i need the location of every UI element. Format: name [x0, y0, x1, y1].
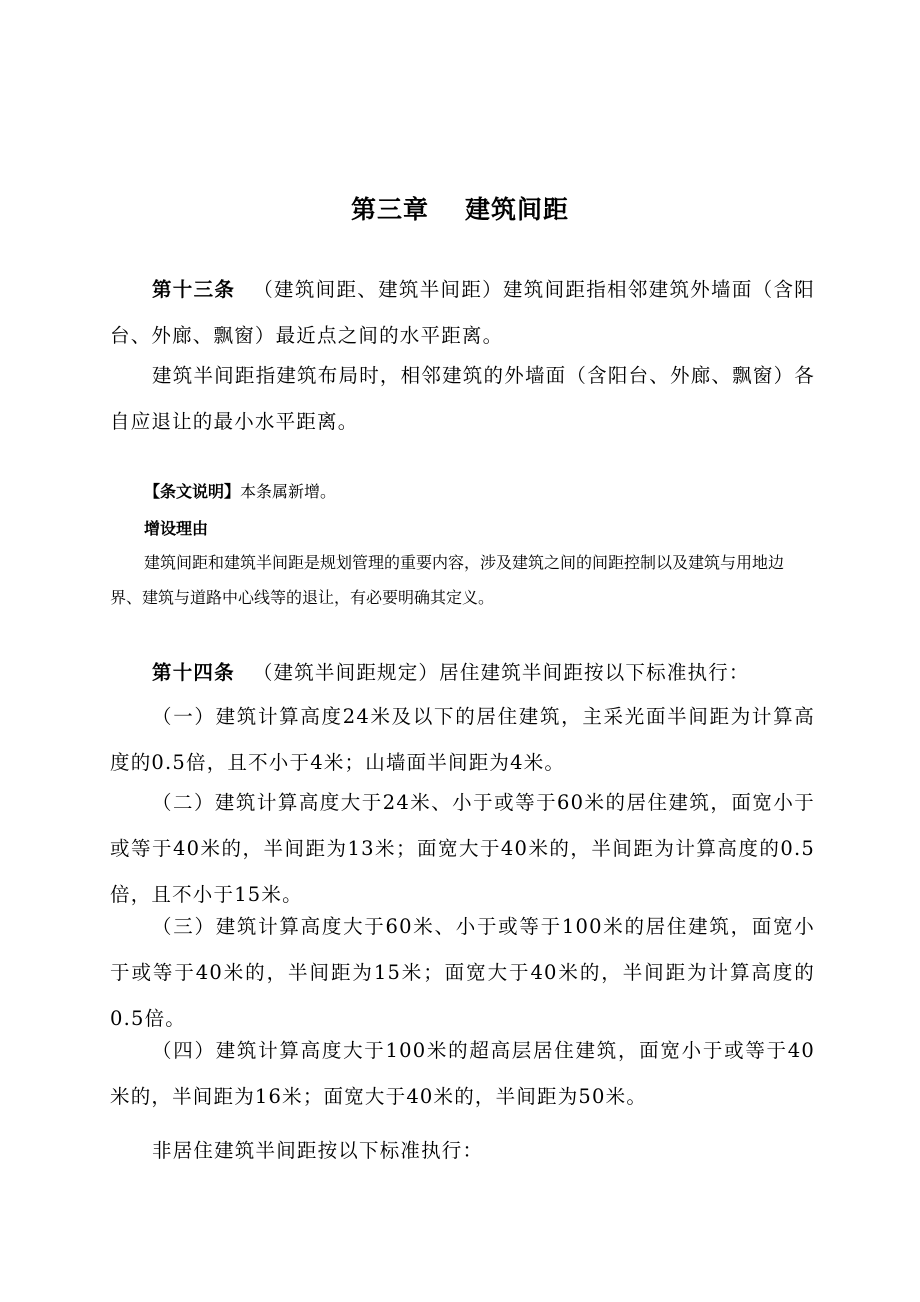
explanation-line	[110, 474, 815, 509]
reason-heading: 增设理由	[144, 519, 209, 538]
article-14-number: 第十四条	[152, 661, 235, 684]
article-13-text-1: （建筑间距、建筑半间距）建筑间距指相邻建筑外墙面（含阳台、外廊、飘窗）最近点之间的水平距离。	[110, 278, 815, 347]
article-13-number: 第十三条	[152, 278, 236, 301]
explanation-text: 本条属新增。	[240, 482, 337, 501]
article-14-item-2: （二）建筑计算高度大于24米、小于或等于60米的居住建筑，面宽小于或等于40米的，半间距为13米；面宽大于40米的，半间距为计算高度的0.5倍，且不小于15米。	[110, 791, 815, 906]
article-13-paragraph-1	[110, 267, 815, 359]
article-14-item-4: （四）建筑计算高度大于100米的超高层居住建筑，面宽小于或等于40米的，半间距为16米；面宽大于40米的，半间距为50米。	[110, 1039, 815, 1108]
non-residential-intro: 非居住建筑半间距按以下标准执行：	[152, 1139, 484, 1162]
chapter-number: 第三章	[350, 195, 429, 224]
chapter-title	[0, 190, 920, 226]
chapter-name: 建筑间距	[465, 195, 570, 224]
article-14-intro-text: （建筑半间距规定）居住建筑半间距按以下标准执行：	[252, 661, 750, 684]
article-13-paragraph-2: 建筑半间距指建筑布局时，相邻建筑的外墙面（含阳台、外廊、飘窗）各自应退让的最小水平距离。	[110, 364, 815, 433]
explanation-label: 【条文说明】	[144, 482, 241, 501]
article-14-item-3: （三）建筑计算高度大于60米、小于或等于100米的居住建筑，面宽小于或等于40米的，半间距为15米；面宽大于40米的，半间距为计算高度的0.5倍。	[110, 915, 815, 1030]
article-14-item-1: （一）建筑计算高度24米及以下的居住建筑，主采光面半间距为计算高度的0.5倍，且不小于4米；山墙面半间距为4米。	[110, 705, 815, 774]
reason-text: 建筑间距和建筑半间距是规划管理的重要内容，涉及建筑之间的间距控制以及建筑与用地边界、建筑与道路中心线等的退让，有必要明确其定义。	[110, 553, 785, 607]
article-14-intro	[110, 650, 815, 696]
